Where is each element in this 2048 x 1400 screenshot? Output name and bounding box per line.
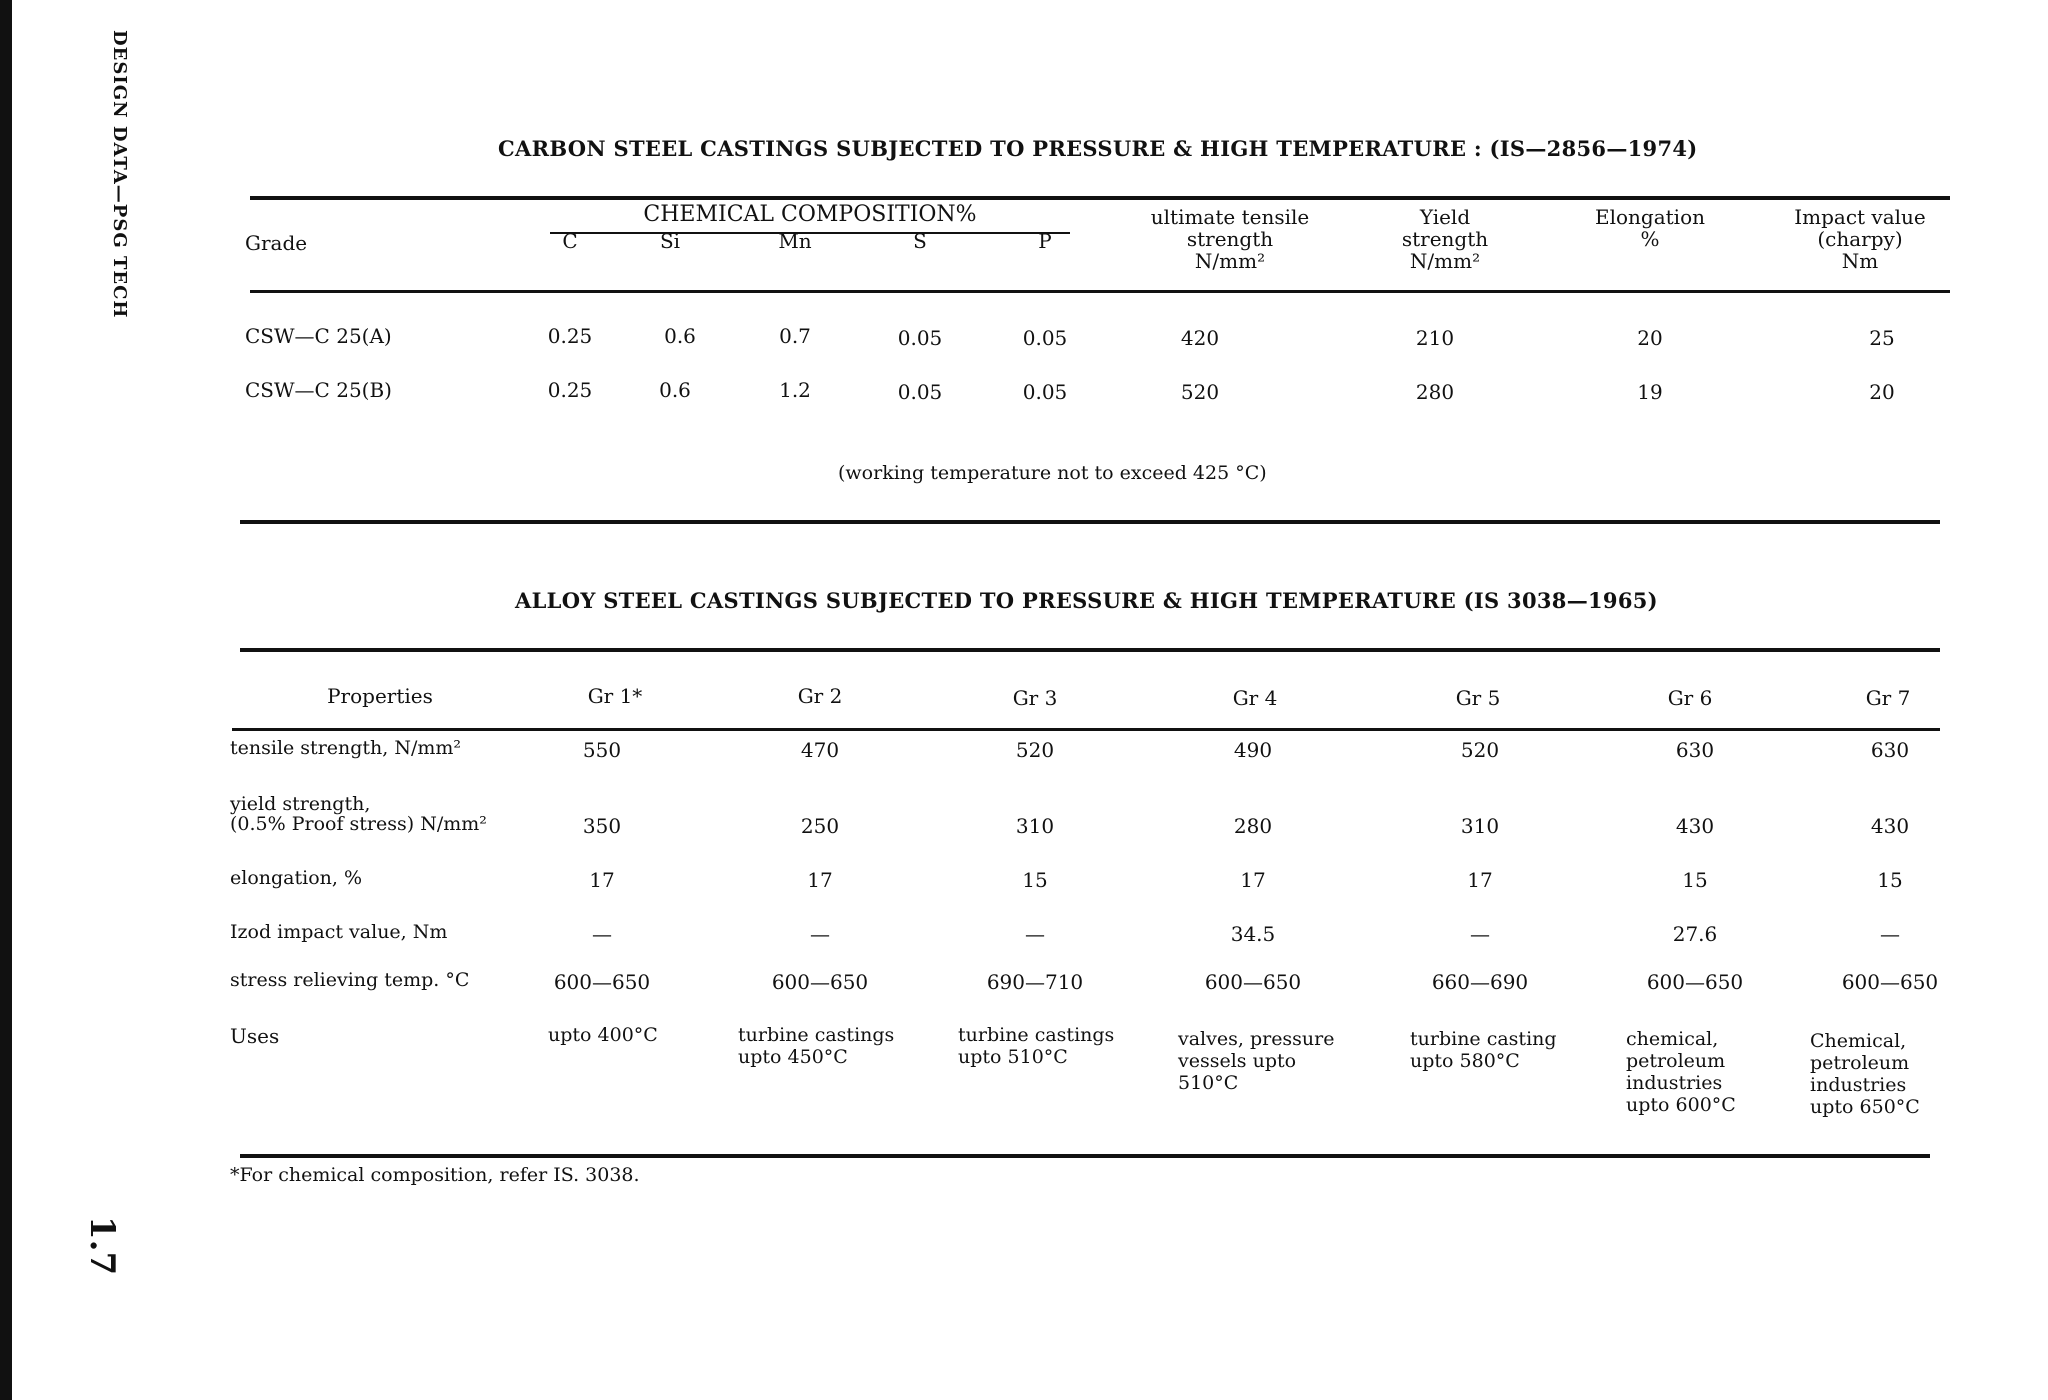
t2-cell: 660—690 xyxy=(1431,970,1529,994)
t2-cell: — xyxy=(592,922,612,946)
t2-cell: 470 xyxy=(800,738,840,762)
t1-row-a-p: 0.05 xyxy=(1022,326,1068,350)
t2-row-label: stress relieving temp. °C xyxy=(230,969,470,991)
t2-cell: 34.5 xyxy=(1230,922,1276,946)
t2-cell: 600—650 xyxy=(771,970,869,994)
t2-header-gr2: Gr 2 xyxy=(797,684,843,708)
t1-row-a-mn: 0.7 xyxy=(779,324,811,348)
t1-header-impact: Impact value (charpy) Nm xyxy=(1794,205,1926,273)
t1-header-chemical-composition: CHEMICAL COMPOSITION% xyxy=(643,202,977,227)
t2-cell: — xyxy=(810,922,830,946)
t2-cell: 15 xyxy=(1877,868,1903,892)
t1-header-s: S xyxy=(913,229,927,253)
t2-row-label: elongation, % xyxy=(230,867,363,889)
t2-header-properties: Properties xyxy=(327,684,433,708)
t2-row-label: tensile strength, N/mm² xyxy=(230,737,462,759)
t2-footnote: *For chemical composition, refer IS. 3038. xyxy=(230,1164,640,1186)
t2-cell: 430 xyxy=(1675,814,1715,838)
t1-row-a-uts: 420 xyxy=(1180,326,1220,350)
t1-row-a-si: 0.6 xyxy=(664,324,696,348)
t2-cell: 690—710 xyxy=(986,970,1084,994)
t1-header-uts: ultimate tensile strength N/mm² xyxy=(1150,205,1310,273)
t2-cell: 310 xyxy=(1015,814,1055,838)
t2-cell: 520 xyxy=(1460,738,1500,762)
table1-title: CARBON STEEL CASTINGS SUBJECTED TO PRESSURE & HIGH TEMPERATURE : (IS—2856—1974) xyxy=(498,136,1698,161)
t1-row-a-elongation: 20 xyxy=(1637,326,1663,350)
t1-row-a-impact: 25 xyxy=(1869,326,1895,350)
t2-cell: 600—650 xyxy=(553,970,651,994)
table1-top-rule xyxy=(250,196,1950,200)
t1-row-b-mn: 1.2 xyxy=(779,378,811,402)
t2-cell: 15 xyxy=(1682,868,1708,892)
table2-title: ALLOY STEEL CASTINGS SUBJECTED TO PRESSURE & HIGH TEMPERATURE (IS 3038—1965) xyxy=(515,588,1658,613)
t2-header-gr1: Gr 1* xyxy=(587,684,643,708)
t2-uses-gr3: turbine castings upto 510°C xyxy=(958,1024,1115,1068)
t2-cell: 490 xyxy=(1233,738,1273,762)
t1-row-b-si: 0.6 xyxy=(659,378,691,402)
t2-cell: 250 xyxy=(800,814,840,838)
t1-row-b-yield: 280 xyxy=(1415,380,1455,404)
t2-uses-gr4: valves, pressure vessels upto 510°C xyxy=(1178,1028,1335,1094)
t1-working-temp-note: (working temperature not to exceed 425 °C) xyxy=(838,462,1267,484)
t1-row-b-c: 0.25 xyxy=(547,378,593,402)
t1-header-elongation: Elongation % xyxy=(1595,205,1705,251)
t2-cell: 630 xyxy=(1870,738,1910,762)
t2-uses-gr1: upto 400°C xyxy=(548,1024,658,1046)
t1-header-yield: Yield strength N/mm² xyxy=(1401,205,1489,273)
t2-cell: 27.6 xyxy=(1672,922,1718,946)
page-number: 1.7 xyxy=(82,1216,122,1276)
t2-cell: 15 xyxy=(1022,868,1048,892)
t2-cell: 17 xyxy=(589,868,615,892)
t1-row-b-uts: 520 xyxy=(1180,380,1220,404)
t2-cell: 600—650 xyxy=(1841,970,1939,994)
t2-cell: — xyxy=(1025,922,1045,946)
t1-row-a-c: 0.25 xyxy=(547,324,593,348)
t2-uses-gr5: turbine casting upto 580°C xyxy=(1410,1028,1557,1072)
t2-uses-label: Uses xyxy=(230,1024,280,1048)
t1-row-a-s: 0.05 xyxy=(897,326,943,350)
t2-header-gr6: Gr 6 xyxy=(1667,686,1713,710)
scan-edge xyxy=(0,0,12,1400)
t2-header-gr4: Gr 4 xyxy=(1232,686,1278,710)
t2-cell: 280 xyxy=(1233,814,1273,838)
t2-cell: 550 xyxy=(582,738,622,762)
side-header: DESIGN DATA—PSG TECH xyxy=(109,30,130,319)
t2-header-gr7: Gr 7 xyxy=(1865,686,1911,710)
t2-row-label: yield strength, (0.5% Proof stress) N/mm² xyxy=(230,793,487,835)
t2-uses-gr7: Chemical, petroleum industries upto 650°C xyxy=(1810,1030,1920,1118)
t2-cell: 310 xyxy=(1460,814,1500,838)
t1-row-b-impact: 20 xyxy=(1869,380,1895,404)
t2-cell: 17 xyxy=(1240,868,1266,892)
t2-cell: — xyxy=(1880,922,1900,946)
t2-row-label: Izod impact value, Nm xyxy=(230,921,448,943)
t2-cell: — xyxy=(1470,922,1490,946)
t2-header-gr3: Gr 3 xyxy=(1012,686,1058,710)
t1-header-si: Si xyxy=(659,229,681,253)
table2-bottom-rule xyxy=(240,1154,1930,1158)
t2-cell: 17 xyxy=(1467,868,1493,892)
t2-cell: 520 xyxy=(1015,738,1055,762)
t2-cell: 17 xyxy=(807,868,833,892)
t2-cell: 600—650 xyxy=(1204,970,1302,994)
t1-row-b-elongation: 19 xyxy=(1637,380,1663,404)
t1-row-a-yield: 210 xyxy=(1415,326,1455,350)
t1-row-b-grade: CSW—C 25(B) xyxy=(245,378,392,402)
t2-cell: 350 xyxy=(582,814,622,838)
t2-cell: 600—650 xyxy=(1646,970,1744,994)
t1-row-a-grade: CSW—C 25(A) xyxy=(245,324,392,348)
t1-header-mn: Mn xyxy=(778,229,812,253)
t2-cell: 630 xyxy=(1675,738,1715,762)
t1-row-b-p: 0.05 xyxy=(1022,380,1068,404)
t1-header-p: P xyxy=(1038,229,1052,253)
t2-cell: 430 xyxy=(1870,814,1910,838)
table2-header-rule xyxy=(232,728,1940,731)
t2-uses-gr6: chemical, petroleum industries upto 600°C xyxy=(1626,1028,1736,1116)
table1-header-rule xyxy=(250,290,1950,293)
t2-uses-gr2: turbine castings upto 450°C xyxy=(738,1024,895,1068)
t1-header-c: C xyxy=(562,229,578,253)
table1-bottom-rule xyxy=(240,520,1940,524)
t2-header-gr5: Gr 5 xyxy=(1455,686,1501,710)
t1-row-b-s: 0.05 xyxy=(897,380,943,404)
t1-header-grade: Grade xyxy=(245,231,308,255)
table2-top-rule xyxy=(240,648,1940,652)
